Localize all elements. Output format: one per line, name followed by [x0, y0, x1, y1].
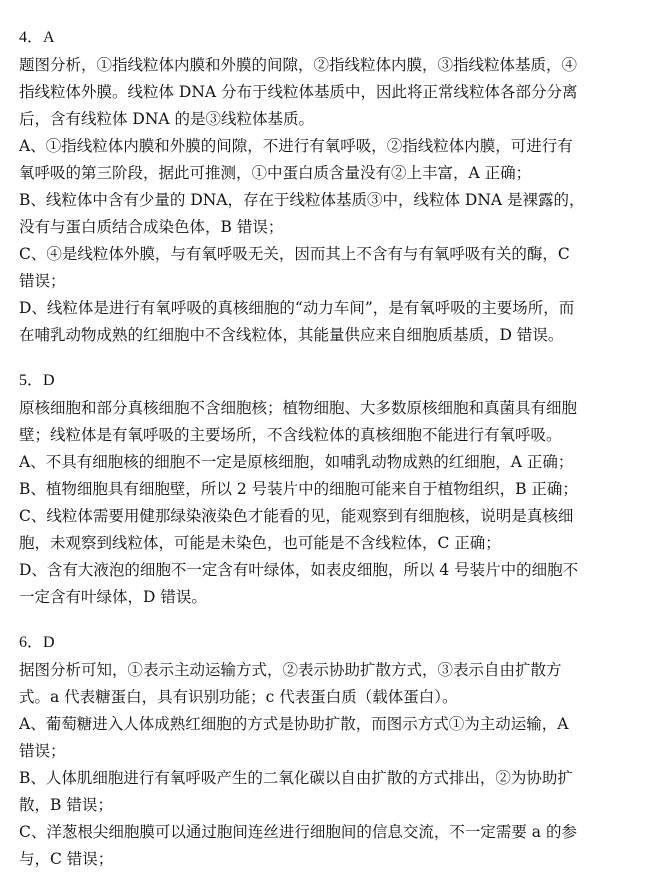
- text-line: 错误；: [19, 272, 66, 290]
- answer-section-6: [19, 629, 637, 873]
- text-line: 题图分析，①指线粒体内膜和外膜的间隙，②指线粒体内膜，③指线粒体基质，④: [19, 56, 578, 74]
- text-line: D、线粒体是进行有氧呼吸的真核细胞的“动力车间”，是有氧呼吸的主要场所，而: [19, 299, 575, 317]
- text-line: B、线粒体中含有少量的 DNA，存在于线粒体基质③中，线粒体 DNA 是裸露的，: [19, 191, 585, 209]
- text-line: A、①指线粒体内膜和外膜的间隙，不进行有氧呼吸，②指线粒体内膜，可进行有: [19, 137, 573, 155]
- answer-section-4: [19, 24, 637, 349]
- text-line: 指线粒体外膜。线粒体 DNA 分布于线粒体基质中，因此将正常线粒体各部分分离: [19, 83, 578, 101]
- answer-heading: 6．D: [19, 634, 55, 651]
- text-line: 与，C 错误；: [19, 850, 114, 868]
- text-line: 氧呼吸的第三阶段，据此可推测，①中蛋白质含量没有②上丰富，A 正确；: [19, 164, 532, 182]
- text-line: B、人体肌细胞进行有氧呼吸产生的二氧化碳以自由扩散的方式排出，②为协助扩: [19, 769, 573, 787]
- text-line: 后，含有线粒体 DNA 的是③线粒体基质。: [19, 110, 315, 128]
- text-line: C、线粒体需要用健那绿染液染色才能看的见，能观察到有细胞核，说明是真核细: [19, 507, 574, 525]
- text-line: 胞，未观察到线粒体，可能是未染色，也可能是不含线粒体，C 正确；: [19, 534, 501, 552]
- text-line: D、含有大液泡的细胞不一定含有叶绿体，如表皮细胞，所以 4 号装片中的细胞不: [19, 561, 579, 579]
- text-line: B、植物细胞具有细胞壁，所以 2 号装片中的细胞可能来自于植物组织，B 正确；: [19, 480, 578, 498]
- answer-heading: 4．A: [19, 29, 55, 46]
- text-line: 散，B 错误；: [19, 796, 113, 814]
- text-line: 在哺乳动物成熟的红细胞中不含线粒体，其能量供应来自细胞质基质，D 错误。: [19, 326, 564, 344]
- text-line: 式。a 代表糖蛋白，具有识别功能；c 代表蛋白质（载体蛋白）。: [19, 688, 458, 706]
- text-line: C、④是线粒体外膜，与有氧呼吸无关，因而其上不含有与有氧呼吸有关的酶，C: [19, 245, 570, 263]
- text-line: 一定含有叶绿体，D 错误。: [19, 588, 207, 606]
- text-line: A、不具有细胞核的细胞不一定是原核细胞，如哺乳动物成熟的红细胞，A 正确；: [19, 453, 574, 471]
- text-line: A、葡萄糖进入人体成熟红细胞的方式是协助扩散，而图示方式①为主动运输，A: [19, 715, 569, 733]
- text-line: 据图分析可知，①表示主动运输方式，②表示协助扩散方式，③表示自由扩散方: [19, 661, 562, 679]
- text-line: 壁；线粒体是有氧呼吸的主要场所，不含线粒体的真核细胞不能进行有氧呼吸。: [19, 426, 562, 444]
- text-line: 没有与蛋白质结合成染色体，B 错误；: [19, 218, 284, 236]
- text-line: C、洋葱根尖细胞膜可以通过胞间连丝进行细胞间的信息交流，不一定需要 a 的参: [19, 823, 577, 841]
- answer-section-5: [19, 367, 637, 611]
- text-line: 原核细胞和部分真核细胞不含细胞核；植物细胞、大多数原核细胞和真菌具有细胞: [19, 399, 578, 417]
- text-line: 错误；: [19, 742, 66, 760]
- answer-heading: 5．D: [19, 372, 55, 389]
